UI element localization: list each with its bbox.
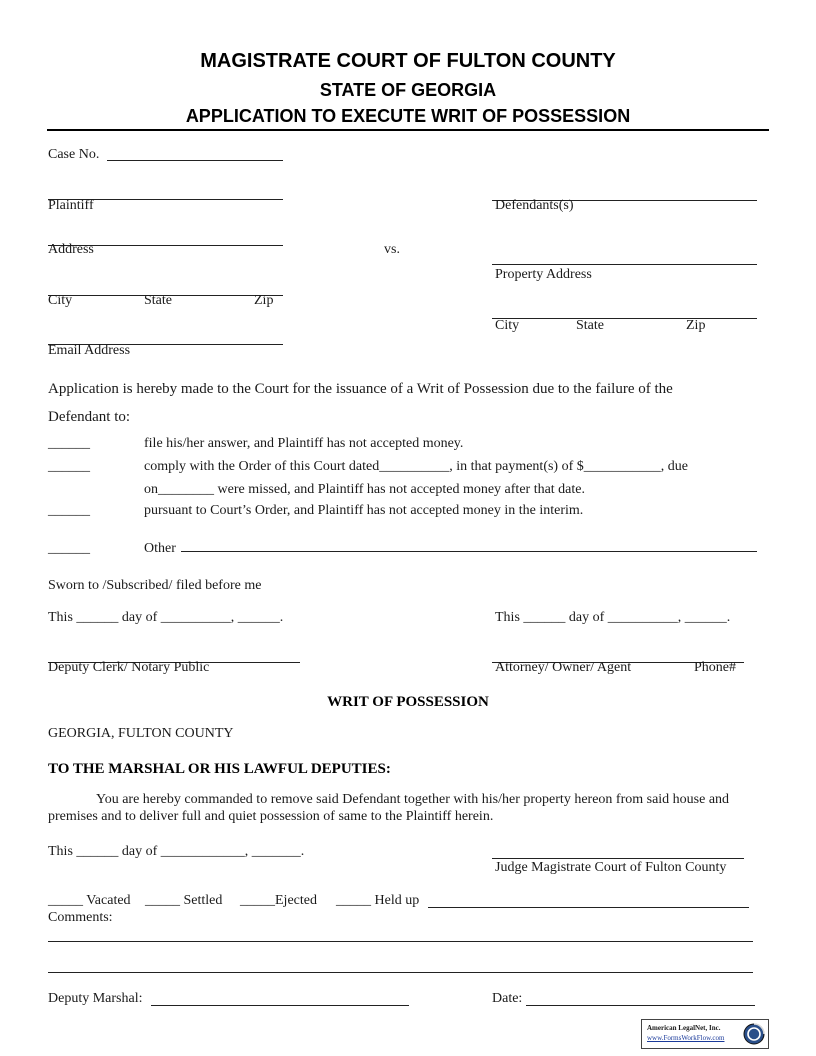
option-other-blank[interactable]: ______ xyxy=(48,541,90,556)
sworn-date-left[interactable]: This ______ day of __________, ______. xyxy=(48,610,284,625)
case-no-field[interactable] xyxy=(107,160,283,161)
deputy-marshal-field[interactable] xyxy=(151,1005,409,1006)
plaintiff-address-label: Address xyxy=(48,242,94,257)
defendant-zip-label: Zip xyxy=(686,318,706,333)
plaintiff-zip-label: Zip xyxy=(254,293,274,308)
option-2-continued-text: on________ were missed, and Plaintiff has not accepted money after that date. xyxy=(144,482,585,497)
defendant-state-label: State xyxy=(576,318,604,333)
application-line-1: Application is hereby made to the Court for the issuance of a Writ of Possession due to the failure of the xyxy=(48,381,673,397)
date-label: Date: xyxy=(492,991,523,1006)
defendant-city-label: City xyxy=(495,318,520,333)
writ-date[interactable]: This ______ day of ____________, _______. xyxy=(48,844,305,859)
vs-label: vs. xyxy=(384,242,400,257)
writ-title: WRIT OF POSSESSION xyxy=(327,694,489,710)
option-other-label: Other xyxy=(144,541,176,556)
defendants-label: Defendants(s) xyxy=(495,198,574,213)
header-divider xyxy=(47,129,769,131)
case-no-label: Case No. xyxy=(48,147,100,162)
application-line-2: Defendant to: xyxy=(48,409,131,425)
plaintiff-label: Plaintiff xyxy=(48,198,94,213)
email-label: Email Address xyxy=(48,343,131,358)
option-3-blank[interactable]: ______ xyxy=(48,503,90,518)
property-address-field[interactable] xyxy=(492,264,757,265)
judge-signature-field[interactable] xyxy=(492,858,744,859)
property-address-label: Property Address xyxy=(495,267,592,282)
option-2-blank[interactable]: ______ xyxy=(48,459,90,474)
logo-globe-icon xyxy=(742,1022,766,1046)
command-line-1: You are hereby commanded to remove said Defendant together with his/her property hereon from said house and xyxy=(96,792,730,807)
plaintiff-city-label: City xyxy=(48,293,73,308)
command-line-2: premises and to deliver full and quiet possession of same to the Plaintiff herein. xyxy=(48,809,494,824)
phone-label: Phone# xyxy=(694,660,736,675)
option-3-text: pursuant to Court’s Order, and Plaintiff has not accepted money in the interim. xyxy=(144,503,584,518)
vacated-field[interactable]: _____ Vacated xyxy=(48,893,131,908)
comments-line-1[interactable] xyxy=(48,941,753,942)
form-title: APPLICATION TO EXECUTE WRIT OF POSSESSION xyxy=(185,106,631,126)
held-up-details-field[interactable] xyxy=(428,907,749,908)
american-legalnet-logo[interactable] xyxy=(641,1019,769,1049)
settled-field[interactable]: _____ Settled xyxy=(145,893,223,908)
logo-website[interactable]: www.FormsWorkFlow.com xyxy=(647,1034,725,1042)
option-other-field[interactable] xyxy=(181,551,757,552)
deputy-marshal-label: Deputy Marshal: xyxy=(48,991,143,1006)
date-field[interactable] xyxy=(526,1005,755,1006)
judge-label: Judge Magistrate Court of Fulton County xyxy=(495,860,727,875)
sworn-date-right[interactable]: This ______ day of __________, ______. xyxy=(495,610,731,625)
writ-county: GEORGIA, FULTON COUNTY xyxy=(48,726,234,741)
ejected-field[interactable]: _____Ejected xyxy=(240,893,317,908)
attorney-label: Attorney/ Owner/ Agent xyxy=(495,660,632,675)
plaintiff-state-label: State xyxy=(144,293,172,308)
state-title: STATE OF GEORGIA xyxy=(319,80,497,100)
option-2-text: comply with the Order of this Court dated__________, in that payment(s) of $___________, due xyxy=(144,459,688,474)
logo-company-name: American LegalNet, Inc. xyxy=(647,1024,721,1032)
option-1-text: file his/her answer, and Plaintiff has not accepted money. xyxy=(144,436,464,451)
to-marshal-heading: TO THE MARSHAL OR HIS LAWFUL DEPUTIES: xyxy=(48,761,391,777)
comments-label: Comments: xyxy=(48,910,113,925)
held-up-field[interactable]: _____ Held up xyxy=(336,893,420,908)
defendant-city-state-zip-field[interactable] xyxy=(492,318,757,319)
comments-line-2[interactable] xyxy=(48,972,753,973)
court-title: MAGISTRATE COURT OF FULTON COUNTY xyxy=(200,50,616,72)
option-1-blank[interactable]: ______ xyxy=(48,436,90,451)
sworn-label: Sworn to /Subscribed/ filed before me xyxy=(48,578,262,593)
deputy-clerk-label: Deputy Clerk/ Notary Public xyxy=(48,660,210,675)
